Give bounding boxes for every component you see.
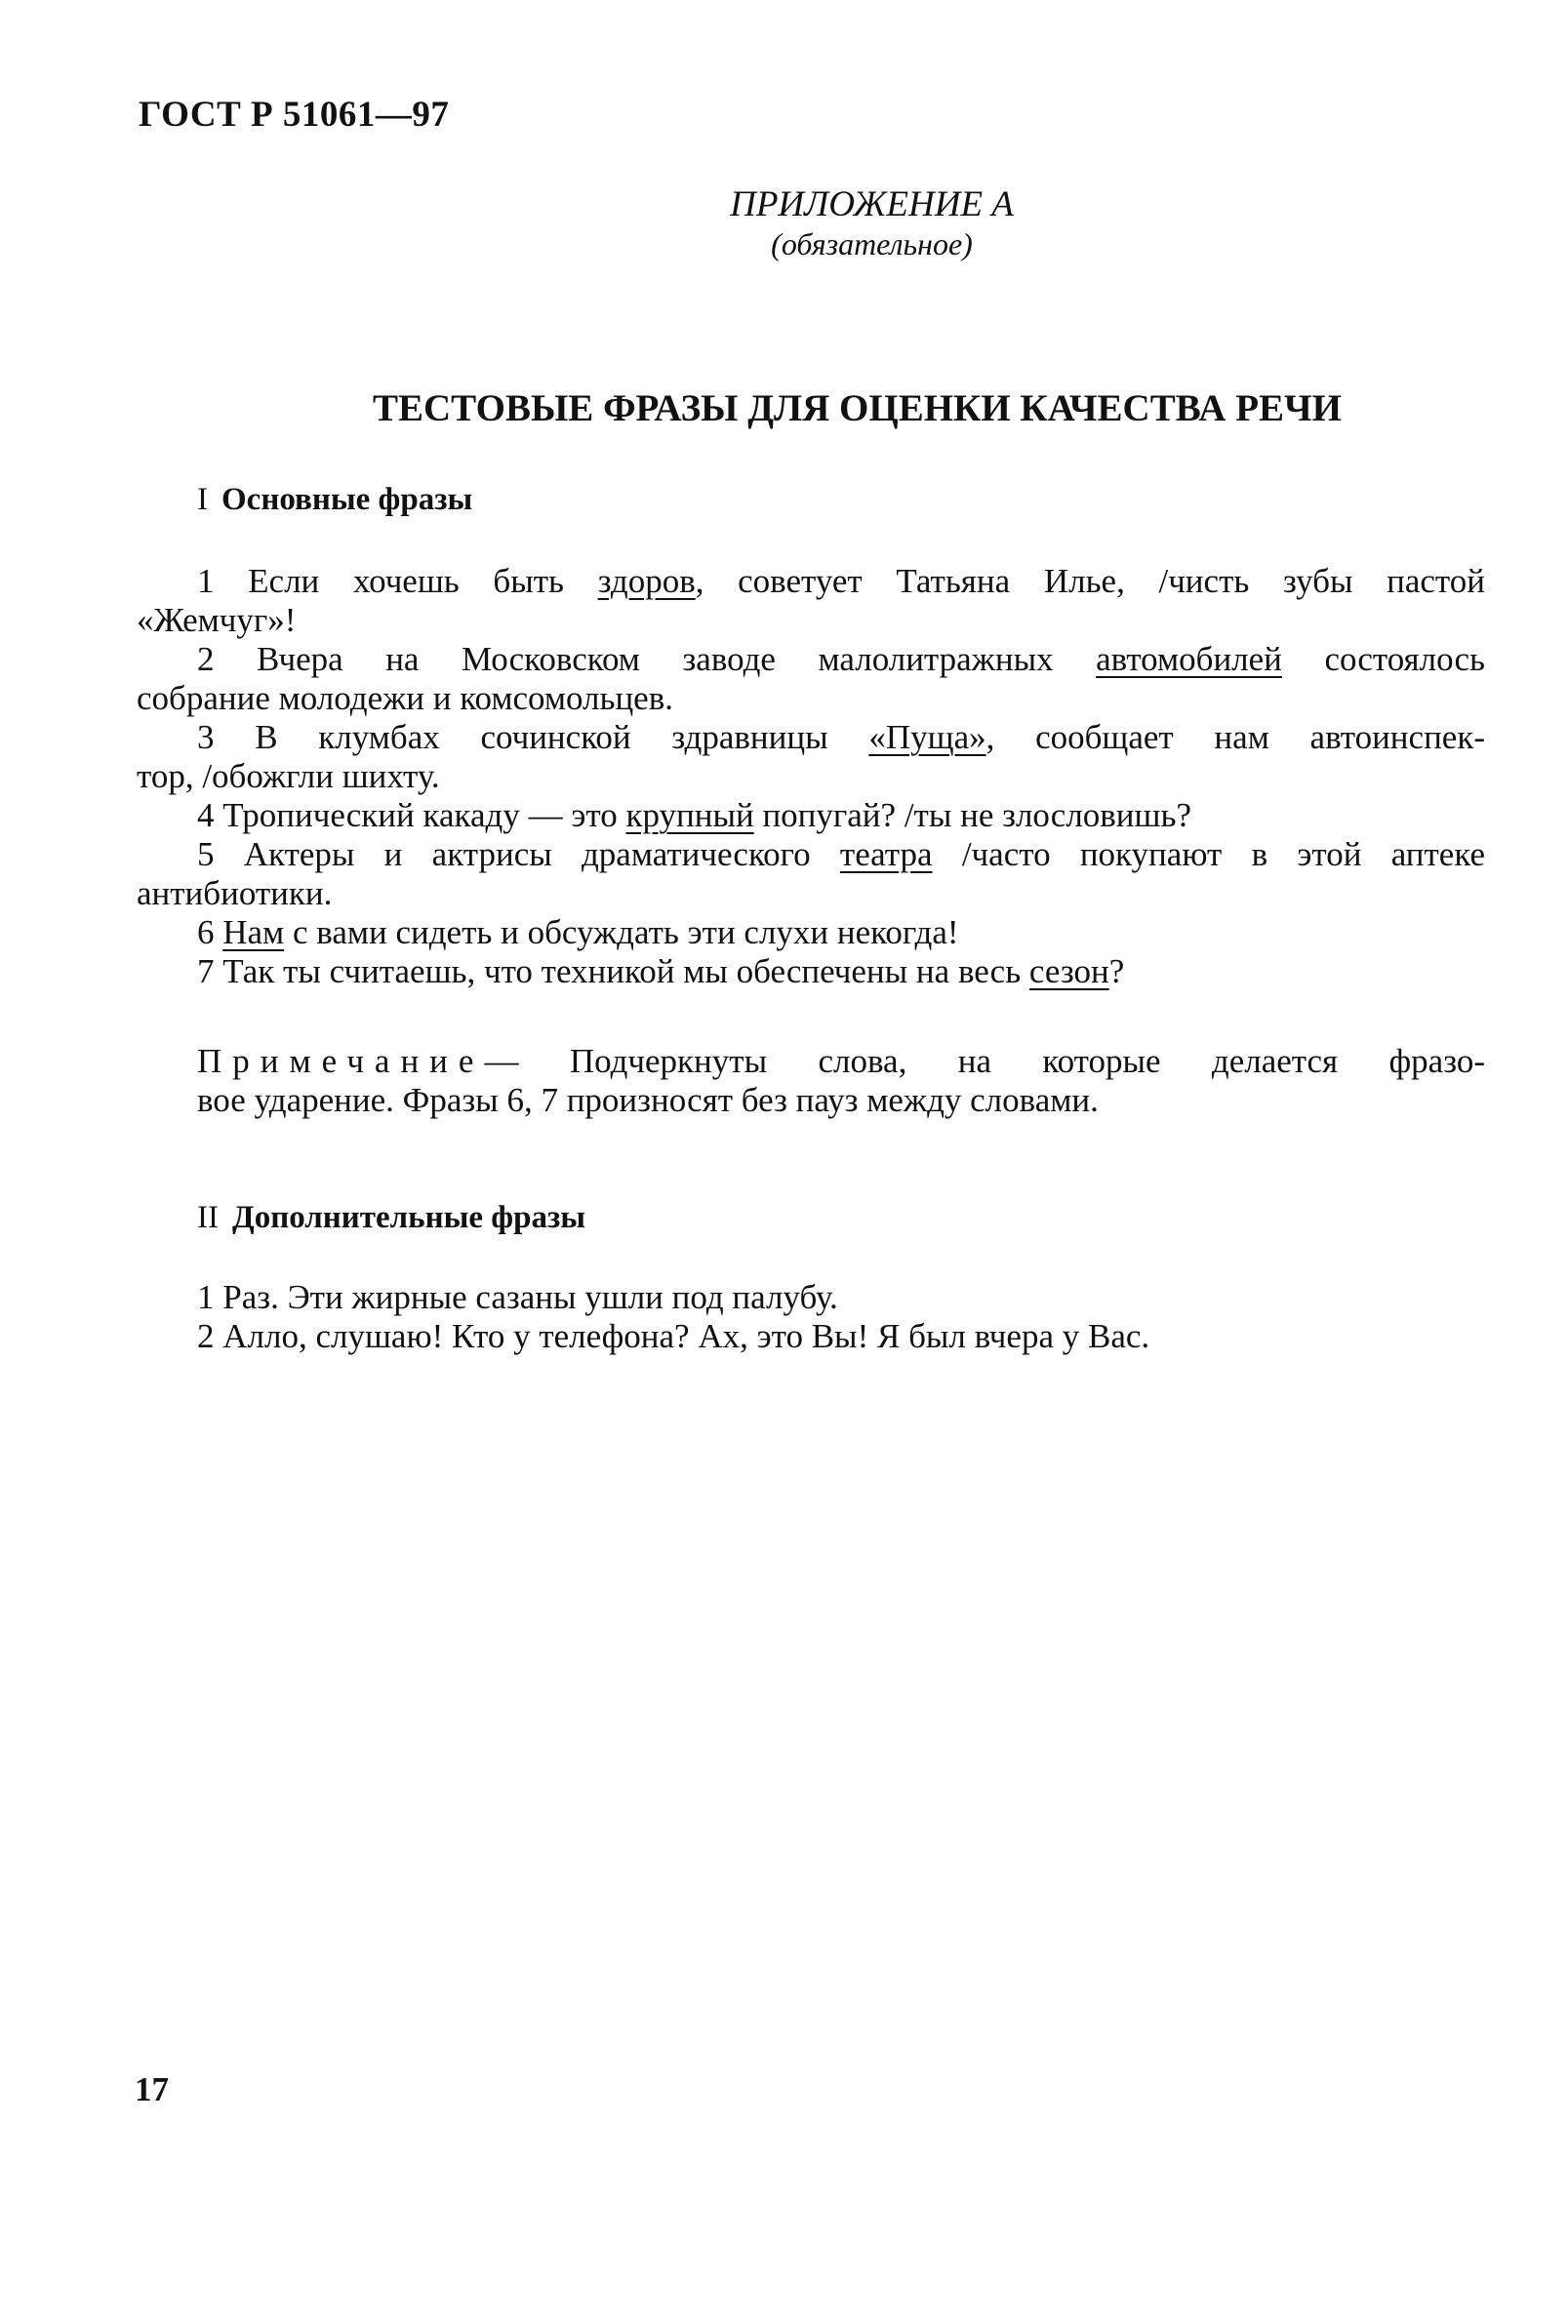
- stressed-word: театра: [839, 835, 933, 873]
- phrase-4: 4 Тропический какаду — это крупный попугай? /ты не злословишь?: [197, 796, 1191, 834]
- phrase-3-continuation: тор, /обожгли шихту.: [137, 757, 440, 795]
- section-title: Дополнительные фразы: [231, 1200, 586, 1235]
- phrase-6: 6 Нам с вами сидеть и обсуждать эти слухи некогда!: [197, 913, 959, 951]
- stressed-word: сезон: [1028, 952, 1109, 990]
- section-heading-additional: [197, 1200, 585, 1236]
- phrase-1: 1 Если хочешь быть здоров, советует Татьяна Илье, /чисть зубы пастой: [197, 562, 1485, 600]
- stressed-word: крупный: [625, 796, 754, 834]
- phrase-2: 2 Вчера на Московском заводе малолитражных автомобилей состоялось: [197, 640, 1485, 678]
- stressed-word: здоров: [597, 562, 696, 600]
- appendix-subtitle: (обязательное): [771, 226, 973, 261]
- phrase-3: 3 В клумбах сочинской здравницы «Пуща», сообщает нам автоинспек-: [197, 718, 1485, 756]
- additional-phrase-2: 2 Алло, слушаю! Кто у телефона? Ах, это Вы! Я был вчера у Вас.: [197, 1317, 1150, 1355]
- note-line-2: вое ударение. Фразы 6, 7 произносят без пауз между словами.: [197, 1081, 1099, 1119]
- phrase-5: 5 Актеры и актрисы драматического театра /часто покупают в этой аптеке: [197, 835, 1485, 873]
- note-line-1: Примечание— Подчеркнуты слова, на которые делается фразо-: [197, 1042, 1485, 1080]
- stressed-word: автомобилей: [1096, 640, 1282, 678]
- section-title: Основные фразы: [221, 482, 473, 517]
- phrase-5-continuation: антибиотики.: [137, 874, 333, 912]
- page-number: 17: [135, 2070, 169, 2108]
- note-label: Примечание: [197, 1042, 485, 1080]
- page-title: ТЕСТОВЫЕ ФРАЗЫ ДЛЯ ОЦЕНКИ КАЧЕСТВА РЕЧИ: [372, 387, 1343, 429]
- appendix-title: ПРИЛОЖЕНИЕ А: [730, 184, 1014, 224]
- stressed-word: «Пуща»: [868, 718, 986, 756]
- section-number: II: [197, 1200, 219, 1235]
- section-heading-basic: [197, 482, 472, 518]
- document-code: ГОСТ Р 51061—97: [139, 95, 450, 135]
- phrase-7: 7 Так ты считаешь, что техникой мы обеспечены на весь сезон?: [197, 952, 1125, 990]
- section-number: I: [197, 482, 208, 517]
- additional-phrase-1: 1 Раз. Эти жирные сазаны ушли под палубу.: [197, 1278, 838, 1316]
- phrase-1-continuation: «Жемчуг»!: [137, 601, 297, 639]
- phrase-2-continuation: собрание молодежи и комсомольцев.: [137, 679, 673, 717]
- stressed-word: Нам: [222, 913, 285, 951]
